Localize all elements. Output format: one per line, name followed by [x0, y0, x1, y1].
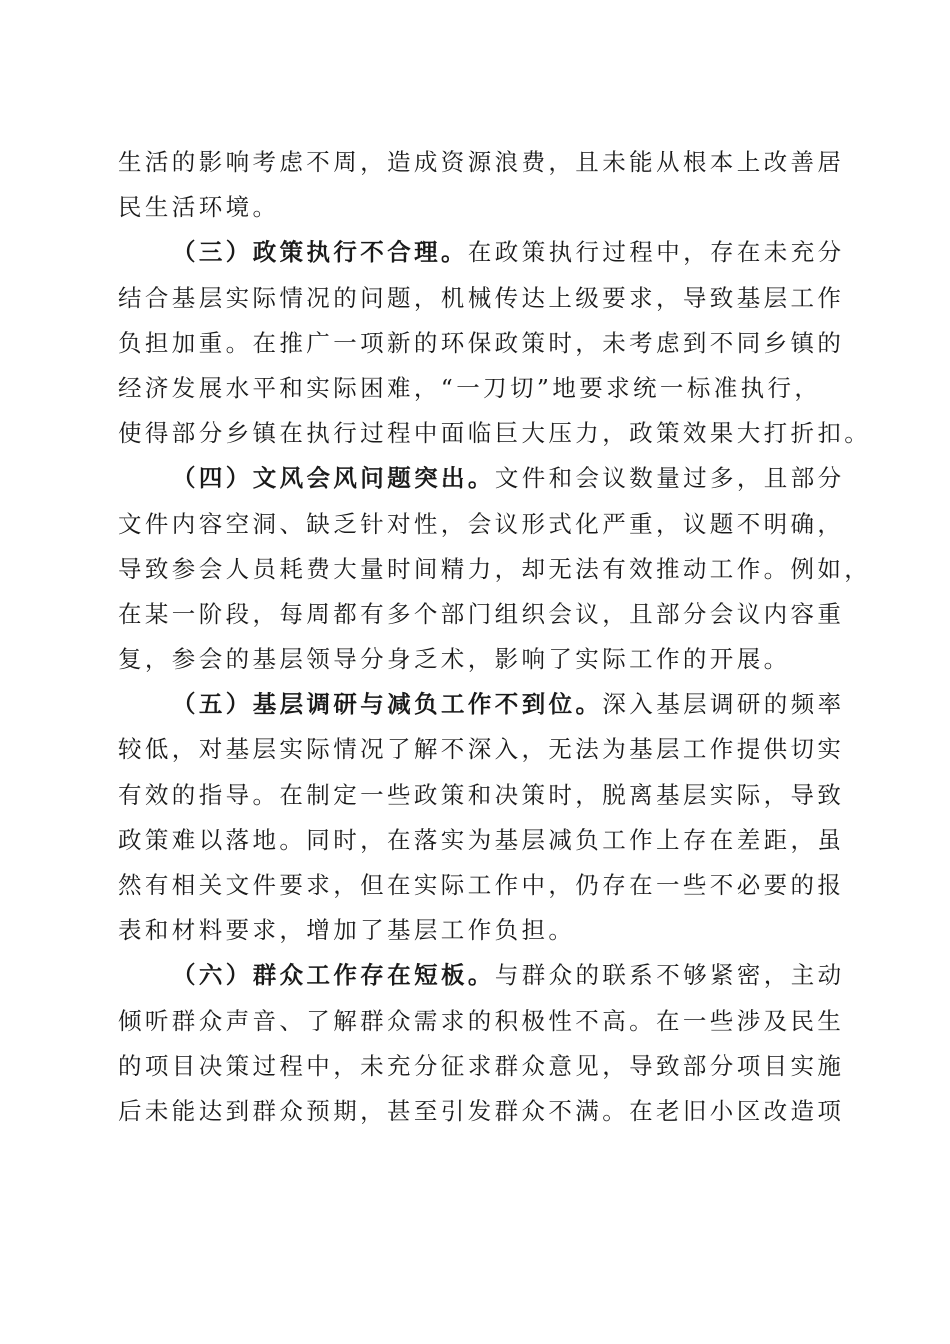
paragraph-line: 较低，对基层实际情况了解不深入，无法为基层工作提供切实 [118, 735, 845, 764]
paragraph-line: 民生活环境。 [118, 193, 280, 222]
section-4-heading: （四）文风会风问题突出。 [172, 464, 495, 493]
paragraph-line: 然有相关文件要求，但在实际工作中，仍存在一些不必要的报 [118, 871, 845, 899]
paragraph-text: 在政策执行过程中，存在未充分 [467, 238, 845, 267]
paragraph-3-first-line [118, 230, 845, 275]
paragraph-line: 使得部分乡镇在执行过程中面临巨大压力，政策效果大打折扣。 [118, 419, 872, 448]
paragraph-line: 后未能达到群众预期，甚至引发群众不满。在老旧小区改造项 [118, 1096, 845, 1125]
paragraph-4-first-line [118, 456, 845, 501]
paragraph-line: 结合基层实际情况的问题，机械传达上级要求，导致基层工作 [118, 283, 845, 312]
paragraph-line: 复，参会的基层领导分身乏术，影响了实际工作的开展。 [118, 645, 791, 674]
section-5-heading: （五）基层调研与减负工作不到位。 [172, 690, 603, 719]
paragraph-line: 文件内容空洞、缺乏针对性，会议形式化严重，议题不明确， [118, 509, 845, 538]
paragraph-5-first-line [118, 682, 845, 727]
paragraph-line: 负担加重。在推广一项新的环保政策时，未考虑到不同乡镇的 [118, 328, 845, 357]
paragraph-text: 文件和会议数量过多，且部分 [494, 464, 845, 493]
paragraph-line: 生活的影响考虑不周，造成资源浪费，且未能从根本上改善居 [118, 148, 845, 176]
paragraph-line: 在某一阶段，每周都有多个部门组织会议，且部分会议内容重 [118, 599, 845, 628]
paragraph-text: 与群众的联系不够紧密，主动 [494, 961, 845, 990]
document-body [118, 140, 872, 1134]
paragraph-line: 有效的指导。在制定一些政策和决策时，脱离基层实际，导致 [118, 780, 845, 809]
paragraph-line: 表和材料要求，增加了基层工作负担。 [118, 916, 576, 945]
section-6-heading: （六）群众工作存在短板。 [172, 961, 495, 990]
paragraph-line: 经济发展水平和实际困难，“一刀切”地要求统一标准执行， [118, 373, 822, 402]
section-3-heading: （三）政策执行不合理。 [172, 238, 468, 267]
paragraph-line: 倾听群众声音、了解群众需求的积极性不高。在一些涉及民生 [118, 1006, 845, 1035]
paragraph-line: 导致参会人员耗费大量时间精力，却无法有效推动工作。例如， [118, 554, 872, 583]
paragraph-text: 深入基层调研的频率 [602, 690, 845, 719]
paragraph-line: 的项目决策过程中，未充分征求群众意见，导致部分项目实施 [118, 1051, 845, 1080]
paragraph-line: 政策难以落地。同时，在落实为基层减负工作上存在差距，虽 [118, 825, 845, 854]
paragraph-6-first-line [118, 953, 845, 998]
